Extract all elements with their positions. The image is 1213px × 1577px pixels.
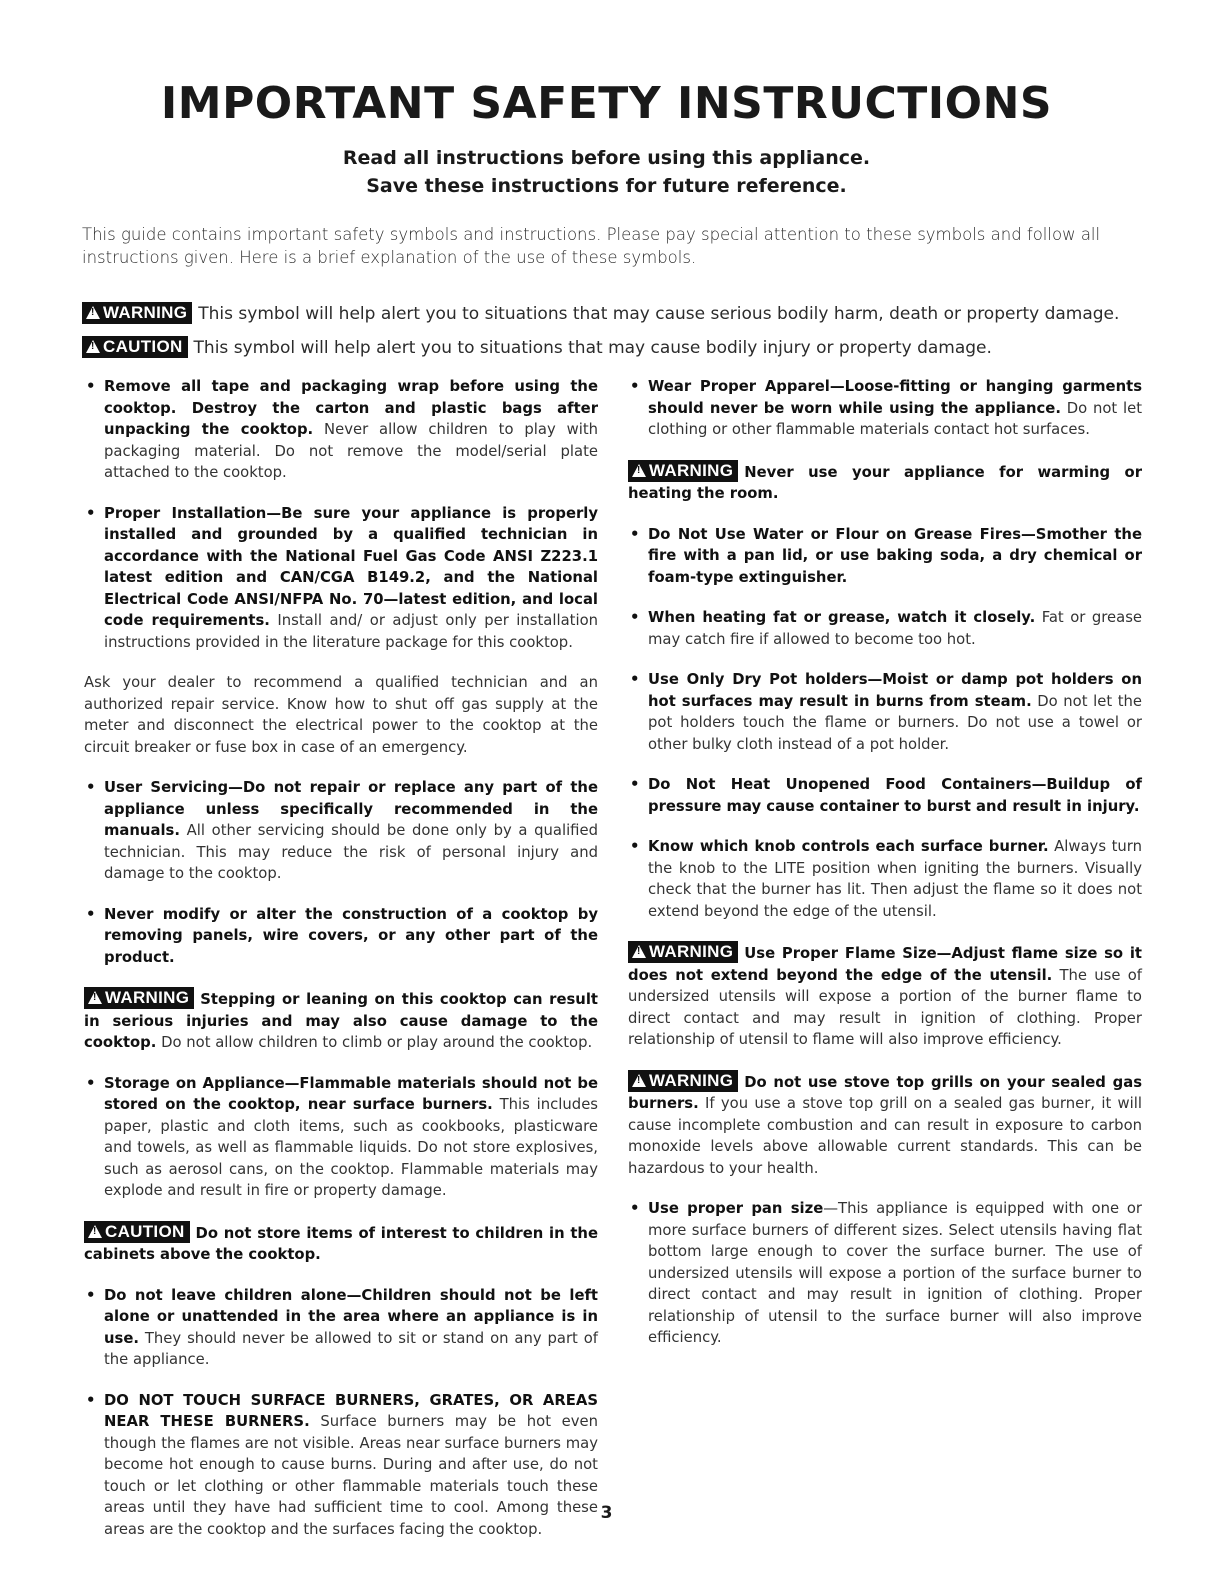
bullet-icon: •: [630, 838, 640, 855]
bullet-icon: •: [86, 1391, 96, 1409]
warning-badge: !WARNING: [628, 1070, 738, 1092]
warning-paragraph: !WARNING Never use your appliance for warming or heating the room.: [628, 460, 1142, 505]
list-item: • Wear Proper Apparel—Loose-fitting or hanging garments should never be worn while using the appliance. Do not let clothing or other flammable materials contact hot surfaces.: [630, 378, 1143, 438]
caution-legend-text: This symbol will help alert you to situations that may cause bodily injury or property damage.: [193, 338, 992, 358]
warning-paragraph: !WARNING Use Proper Flame Size—Adjust flame size so it does not extend beyond the edge of the utensil. The use of undersized utensils will expose a portion of the burner flame to direct contact and may result in ignition of clothing. Proper relationship of utensil to flame will also improve efficiency.: [628, 941, 1142, 1051]
warning-paragraph: !WARNING Stepping or leaning on this cooktop can result in serious injuries and may also cause damage to the cooktop. Do not allow children to climb or play around the cooktop.: [84, 987, 598, 1054]
bullet-icon: •: [630, 525, 640, 543]
list-item: • Remove all tape and packaging wrap before using the cooktop. Destroy the carton and plastic bags after unpacking the cooktop. Never allow children to play with packaging material. Do not remove the model/serial plate attached to the cooktop.: [86, 378, 598, 481]
warning-triangle-icon: [86, 306, 100, 319]
warning-triangle-icon: [632, 945, 646, 958]
list-item: • Storage on Appliance—Flammable materials should not be stored on the cooktop, near surface burners. This includes paper, plastic and cloth items, such as cookbooks, plasticware and towels, as well as flammable liquids. Do not store explosives, such as aerosol cans, on the cooktop. Flammable materials may explode and result in fire or property damage.: [86, 1074, 599, 1199]
caution-paragraph: !CAUTION Do not store items of interest to children in the cabinets above the cooktop.: [84, 1221, 598, 1266]
warning-legend-text: This symbol will help alert you to situations that may cause serious bodily harm, death or property damage.: [198, 304, 1120, 324]
bullet-icon: •: [630, 609, 640, 626]
bullet-icon: •: [86, 1074, 96, 1092]
caution-symbol-legend: [82, 336, 1182, 360]
bullet-icon: •: [630, 671, 640, 688]
warning-paragraph: !WARNING Do not use stove top grills on your sealed gas burners. If you use a stove top grill on a sealed gas burner, it will cause incomplete combustion and can result in exposure to carbon monoxide levels above allowable current standards. This can be hazardous to your health.: [628, 1070, 1142, 1180]
warning-symbol-legend: [82, 302, 1182, 326]
warning-triangle-icon: [632, 464, 646, 477]
bullet-icon: •: [86, 378, 96, 395]
list-item: • Use Only Dry Pot holders—Moist or damp pot holders on hot surfaces may result in burns from steam. Do not let the pot holders touch the flame or burners. Do not use a towel or other bulky cloth instead of a pot holder.: [630, 671, 1142, 753]
warning-badge: !WARNING: [628, 460, 738, 482]
warning-badge: !WARNING: [628, 941, 738, 963]
bullet-icon: •: [86, 1286, 96, 1304]
list-item: • Do Not Use Water or Flour on Grease Fires—Smother the fire with a pan lid, or use baking soda, a dry chemical or foam-type extinguisher.: [630, 525, 1142, 586]
subtitle-read: Read all instructions before using this appliance.: [342, 147, 871, 169]
bullet-icon: •: [630, 1200, 640, 1217]
warning-badge: !WARNING: [84, 987, 194, 1009]
warning-triangle-icon: [86, 340, 100, 353]
dealer-paragraph: Ask your dealer to recommend a qualified technician and an authorized repair service. Know how to shut off gas supply at the meter and disconnect the electrical power to the cooktop at the circuit breaker or fuse box in case of an emergency.: [84, 674, 598, 756]
warning-triangle-icon: [88, 1225, 102, 1238]
caution-badge: !CAUTION: [82, 336, 188, 358]
list-item: • Do not leave children alone—Children should not be left alone or unattended in the area where an appliance is in use. They should never be allowed to sit or stand on any part of the appliance.: [86, 1286, 598, 1368]
list-item: • User Servicing—Do not repair or replace any part of the appliance unless specifically recommended in the manuals. All other servicing should be done only by a qualified technician. This may reduce the risk of personal injury and damage to the cooktop.: [86, 779, 598, 882]
bullet-icon: •: [630, 776, 640, 793]
left-column: [84, 376, 598, 1559]
list-item: • When heating fat or grease, watch it closely. Fat or grease may catch fire if allowed to become too hot.: [630, 609, 1143, 648]
list-item: • Use proper pan size—This appliance is equipped with one or more surface burners of different sizes. Select utensils having flat bottom large enough to cover the surface burner. The use of undersized utensils will expose a portion of the surface burner to direct contact and may result in ignition of clothing. Proper relationship of utensil to the surface burner will also improve efficiency.: [630, 1200, 1142, 1346]
subtitle-save: Save these instructions for future reference.: [366, 175, 847, 197]
intro-paragraph: This guide contains important safety symbols and instructions. Please pay special attention to these symbols and follow all instructions given. Here is a brief explanation of the use of these symbols.: [82, 225, 1101, 267]
caution-badge: !CAUTION: [84, 1221, 190, 1243]
warning-triangle-icon: [632, 1074, 646, 1087]
bullet-icon: •: [86, 504, 96, 522]
list-item: • Proper Installation—Be sure your appliance is properly installed and grounded by a qualified technician in accordance with the National Fuel Gas Code ANSI Z223.1 latest edition and CAN/CGA B149.2, and the National Electrical Code ANSI/NFPA No. 70—latest edition, and local code requirements. Install and/ or adjust only per installation instructions provided in the literature package for this cooktop.: [86, 504, 599, 651]
bullet-icon: •: [86, 779, 96, 796]
list-item: • Never modify or alter the construction of a cooktop by removing panels, wire covers, or any other part of the product.: [86, 905, 598, 966]
warning-triangle-icon: [88, 991, 102, 1004]
list-item: • Do Not Heat Unopened Food Containers—Buildup of pressure may cause container to burst and result in injury.: [630, 776, 1142, 815]
list-item: • DO NOT TOUCH SURFACE BURNERS, GRATES, OR AREAS NEAR THESE BURNERS. Surface burners may be hot even though the flames are not visible. Areas near surface burners may become hot enough to cause burns. During and after use, do not touch or let clothing or other flammable materials touch these areas until they have had sufficient time to cool. Among these areas are the cooktop and the surfaces facing the cooktop.: [86, 1391, 598, 1538]
list-item: • Know which knob controls each surface burner. Always turn the knob to the LITE position when igniting the burners. Visually check that the burner has lit. Then adjust the flame so it does not extend beyond the edge of the utensil.: [630, 838, 1142, 920]
bullet-icon: •: [86, 905, 96, 923]
bullet-icon: •: [630, 378, 640, 395]
page-number: 3: [600, 1503, 613, 1523]
warning-badge: !WARNING: [82, 302, 192, 324]
page-title: IMPORTANT SAFETY INSTRUCTIONS: [160, 78, 1053, 129]
right-column: [628, 376, 1142, 1368]
